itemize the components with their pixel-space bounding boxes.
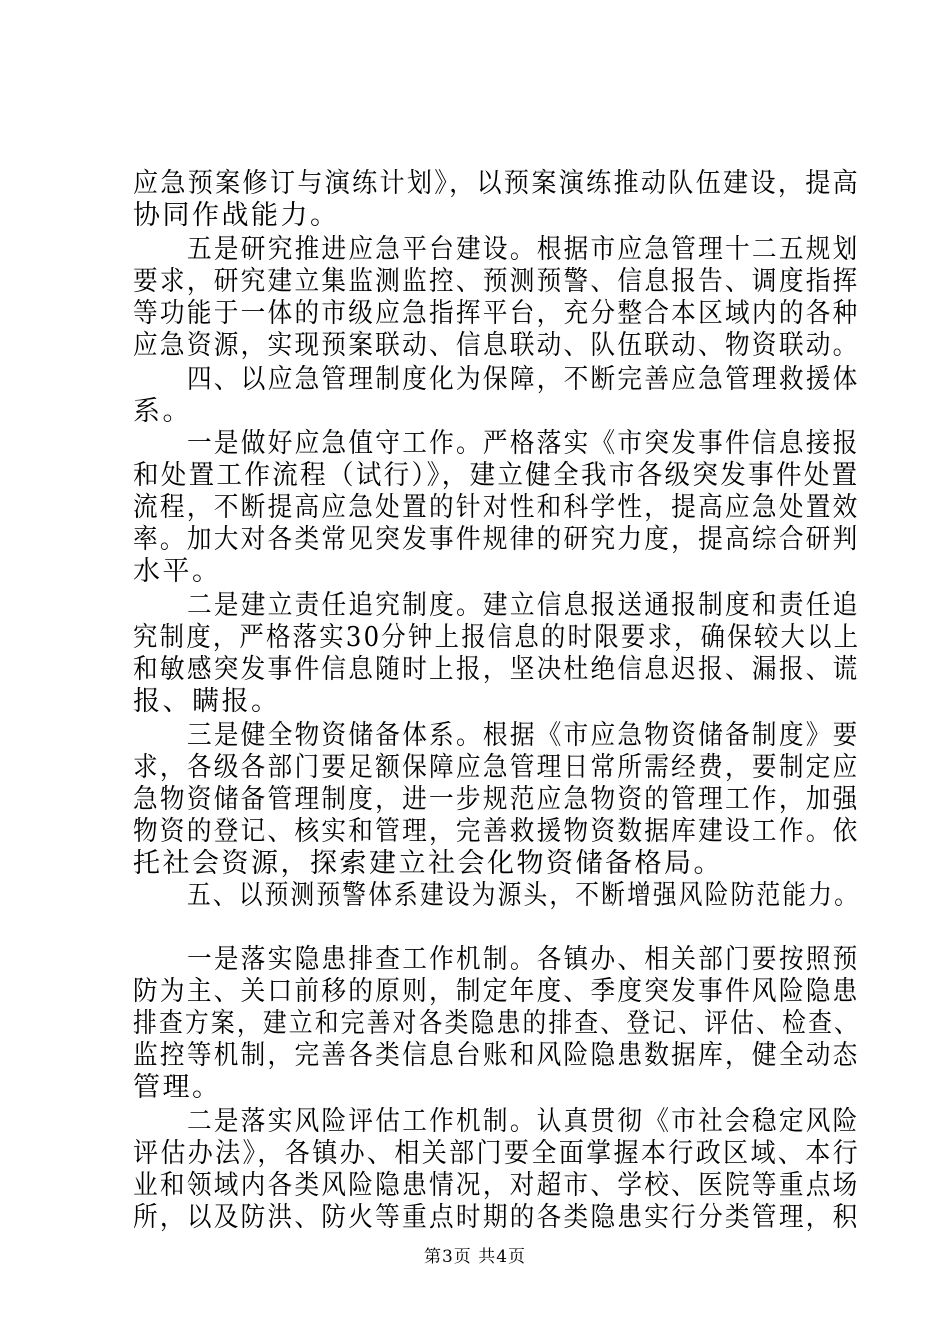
text-line: 五、以预测预警体系建设为源头，不断增强风险防范能力。 (187, 880, 860, 911)
text-line: 求，各级各部门要足额保障应急管理日常所需经费，要制定应 (133, 752, 860, 783)
text-line: 系。 (133, 396, 192, 427)
text-line: 率。加大对各类常见突发事件规律的研究力度，提高综合研判 (133, 524, 860, 555)
text-line: 五是研究推进应急平台建设。根据市应急管理十二五规划 (187, 234, 860, 265)
text-line: 四、以应急管理制度化为保障，不断完善应急管理救援体 (187, 364, 860, 395)
text-line: 和处置工作流程（试行）》，建立健全我市各级突发事件处置 (133, 460, 860, 491)
text-line: 究制度，严格落实30分钟上报信息的时限要求，确保较大以上 (133, 622, 861, 653)
text-line: 一是落实隐患排查工作机制。各镇办、相关部门要按照预 (187, 944, 860, 975)
text-line: 一是做好应急值守工作。严格落实《市突发事件信息接报 (187, 428, 860, 459)
text-line: 所，以及防洪、防火等重点时期的各类隐患实行分类管理，积 (133, 1202, 860, 1233)
text-line: 急物资储备管理制度，进一步规范应急物资的管理工作，加强 (133, 784, 860, 815)
text-line: 要求，研究建立集监测监控、预测预警、信息报告、调度指挥 (133, 266, 860, 297)
text-line: 托社会资源，探索建立社会化物资储备格局。 (133, 848, 723, 879)
text-line: 三是健全物资储备体系。根据《市应急物资储备制度》要 (187, 720, 860, 751)
text-line: 和敏感突发事件信息随时上报，坚决杜绝信息迟报、漏报、谎 (133, 654, 860, 685)
text-line: 物资的登记、核实和管理，完善救援物资数据库建设工作。依 (133, 816, 860, 847)
text-line: 二是建立责任追究制度。建立信息报送通报制度和责任追 (187, 590, 860, 621)
page-footer: 第3页 共4页 (423, 1247, 527, 1267)
text-line: 报、瞒报。 (133, 686, 281, 717)
text-line: 防为主、关口前移的原则，制定年度、季度突发事件风险隐患 (133, 976, 860, 1007)
text-line: 排查方案，建立和完善对各类隐患的排查、登记、评估、检查、 (133, 1008, 860, 1039)
text-line: 评估办法》，各镇办、相关部门要全面掌握本行政区域、本行 (133, 1138, 860, 1169)
text-line: 应急预案修订与演练计划》，以预案演练推动队伍建设，提高 (133, 168, 860, 199)
text-line: 应急资源，实现预案联动、信息联动、队伍联动、物资联动。 (133, 330, 860, 361)
text-line: 水平。 (133, 556, 222, 587)
text-line: 业和领域内各类风险隐患情况，对超市、学校、医院等重点场 (133, 1170, 860, 1201)
text-line: 二是落实风险评估工作机制。认真贯彻《市社会稳定风险 (187, 1106, 860, 1137)
text-line: 管理。 (133, 1072, 222, 1103)
text-line: 流程，不断提高应急处置的针对性和科学性，提高应急处置效 (133, 492, 860, 523)
text-line: 协同作战能力。 (133, 200, 340, 231)
text-line: 监控等机制，完善各类信息台账和风险隐患数据库，健全动态 (133, 1040, 860, 1071)
text-line: 等功能于一体的市级应急指挥平台，充分整合本区域内的各种 (133, 298, 860, 329)
